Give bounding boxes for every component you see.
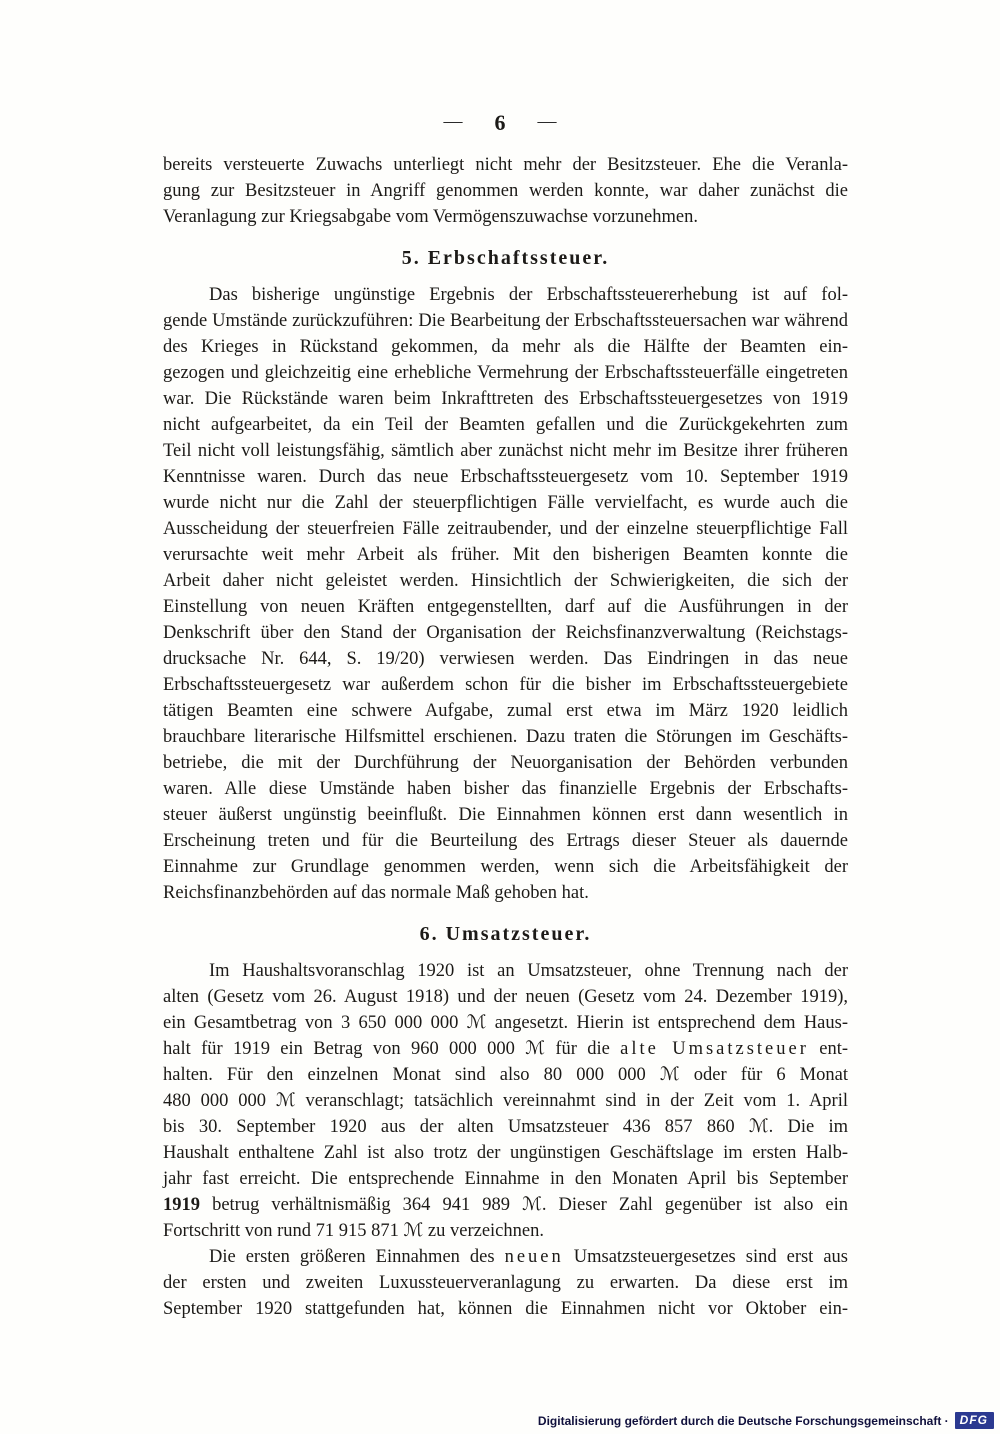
text-line: Einnahme zur Grundlage genommen werden, wenn sich die Arbeitsfähigkeit der bbox=[163, 857, 848, 877]
text-line: ein Gesamtbetrag von 3 650 000 000 ℳ angesetzt. Hierin ist entsprechend dem Haus- bbox=[163, 1013, 848, 1033]
text-line: verursachte weit mehr Arbeit als früher. Mit den bisherigen Beamten konnte die bbox=[163, 545, 848, 565]
text-line: nicht aufgearbeitet, da ein Teil der Beamten gefallen und die Zurückgekehrten zum bbox=[163, 415, 848, 435]
text-line: Ausscheidung der steuerfreien Fälle zeitraubender, und der einzelne steuerpflichtige Fall bbox=[163, 519, 848, 539]
text-line: drucksache Nr. 644, S. 19/20) verwiesen werden. Das Eindringen in das neue bbox=[163, 649, 848, 669]
text-line: 1919 betrug verhältnismäßig 364 941 989 ℳ. Dieser Zahl gegenüber ist also ein bbox=[163, 1195, 848, 1215]
text-line: gung zur Besitzsteuer in Angriff genommen werden konnte, war daher zunächst die bbox=[163, 181, 848, 201]
text-line: gezogen und gleichzeitig eine erhebliche Vermehrung der Erbschaftssteuerfälle eingetreten bbox=[163, 363, 848, 383]
text-line: Haushalt enthaltene Zahl ist also trotz der ungünstigen Geschäftslage im ersten Halb- bbox=[163, 1143, 848, 1163]
text-line: gende Umstände zurückzuführen: Die Bearbeitung der Erbschaftssteuersachen war während bbox=[163, 311, 848, 331]
text-block bbox=[163, 152, 848, 1322]
text-line: September 1920 stattgefunden hat, können die Einnahmen nicht vor Oktober ein- bbox=[163, 1299, 848, 1319]
text-line: Veranlagung zur Kriegsabgabe vom Vermögenszuwachse vorzunehmen. bbox=[163, 207, 698, 227]
paragraph-luxussteuer bbox=[163, 1244, 848, 1322]
dash-right: — bbox=[537, 111, 557, 132]
digitization-credit bbox=[538, 1412, 994, 1429]
text-line: wurde nicht nur die Zahl der steuerpflichtigen Fälle vervielfacht, es wurde auch die bbox=[163, 493, 848, 513]
text-line: halten. Für den einzelnen Monat sind also 80 000 000 ℳ oder für 6 Monat bbox=[163, 1065, 848, 1085]
text-line: Teil nicht voll leistungsfähig, sämtlich aber zunächst nicht mehr im Besitze ihrer früheren bbox=[163, 441, 848, 461]
text-line: war. Die Rückstände waren beim Inkrafttreten des Erbschaftssteuergesetzes von 1919 bbox=[163, 389, 848, 409]
text-line: betriebe, die mit der Durchführung der Neuorganisation der Behörden verbunden bbox=[163, 753, 848, 773]
text-line: Reichsfinanzbehörden auf das normale Maß gehoben hat. bbox=[163, 883, 589, 903]
text-line: Arbeit daher nicht geleistet werden. Hinsichtlich der Schwierigkeiten, die sich der bbox=[163, 571, 848, 591]
text-line: Die ersten größeren Einnahmen des neuen Umsatzsteuergesetzes sind erst aus bbox=[209, 1247, 848, 1267]
text-line: Im Haushaltsvoranschlag 1920 ist an Umsatzsteuer, ohne Trennung nach der bbox=[209, 961, 848, 981]
page-number-header bbox=[0, 0, 1000, 144]
text-line: steuer äußerst ungünstig beeinflußt. Die Einnahmen können erst dann wesentlich in bbox=[163, 805, 848, 825]
text-line: Einstellung von neuen Kräften entgegenstellten, darf auf die Ausführungen in der bbox=[163, 597, 848, 617]
section-heading-umsatzsteuer: 6. Umsatzsteuer. bbox=[419, 923, 592, 945]
dash-left: — bbox=[443, 111, 463, 132]
dfg-logo: DFG bbox=[955, 1412, 994, 1429]
text-line: der ersten und zweiten Luxussteuerveranlagung zu erwarten. Da diese erst im bbox=[163, 1273, 848, 1293]
text-line: alten (Gesetz vom 26. August 1918) und der neuen (Gesetz vom 24. Dezember 1919), bbox=[163, 987, 848, 1007]
text-line: Kenntnisse waren. Durch das neue Erbschaftssteuergesetz vom 10. September 1919 bbox=[163, 467, 848, 487]
text-line: Das bisherige ungünstige Ergebnis der Erbschaftssteuererhebung ist auf fol- bbox=[209, 285, 848, 305]
paragraph-umsatzsteuer bbox=[163, 958, 848, 1244]
text-line: jahr fast erreicht. Die entsprechende Einnahme in den Monaten April bis September bbox=[163, 1169, 848, 1189]
section-heading-erbschaftssteuer: 5. Erbschaftssteuer. bbox=[401, 247, 610, 269]
text-line: bereits versteuerte Zuwachs unterliegt nicht mehr der Besitzsteuer. Ehe die Veranla- bbox=[163, 155, 848, 175]
text-line: bis 30. September 1920 aus der alten Umsatzsteuer 436 857 860 ℳ. Die im bbox=[163, 1117, 848, 1137]
text-line: waren. Alle diese Umstände haben bisher das finanzielle Ergebnis der Erbschafts- bbox=[163, 779, 848, 799]
text-line: Fortschritt von rund 71 915 871 ℳ zu verzeichnen. bbox=[163, 1221, 544, 1241]
text-line: tätigen Beamten eine schwere Aufgabe, zumal erst etwa im März 1920 leidlich bbox=[163, 701, 848, 721]
text-line: brauchbare literarische Hilfsmittel erschienen. Dazu traten die Störungen im Geschäfts- bbox=[163, 727, 848, 747]
digitization-credit-text: Digitalisierung gefördert durch die Deutsche Forschungsgemeinschaft · bbox=[537, 1413, 949, 1428]
text-line: halt für 1919 ein Betrag von 960 000 000 ℳ für die alte Umsatzsteuer ent- bbox=[163, 1039, 849, 1059]
text-line: Erbschaftssteuergesetz war außerdem schon für die bisher im Erbschaftssteuergebiete bbox=[163, 675, 848, 695]
paragraph-intro bbox=[163, 152, 848, 230]
paragraph-erbschaftssteuer bbox=[163, 282, 848, 906]
page-number: 6 bbox=[494, 110, 506, 135]
text-line: 480 000 000 ℳ veranschlagt; tatsächlich vereinnahmt sind in der Zeit vom 1. April bbox=[163, 1091, 848, 1111]
text-line: Erscheinung treten und für die Beurteilung des Ertrags dieser Steuer als dauernde bbox=[163, 831, 848, 851]
text-line: Denkschrift über den Stand der Organisation der Reichsfinanzverwaltung (Reichstags- bbox=[163, 623, 848, 643]
text-line: des Krieges in Rückstand gekommen, da mehr als die Hälfte der Beamten ein- bbox=[163, 337, 848, 357]
